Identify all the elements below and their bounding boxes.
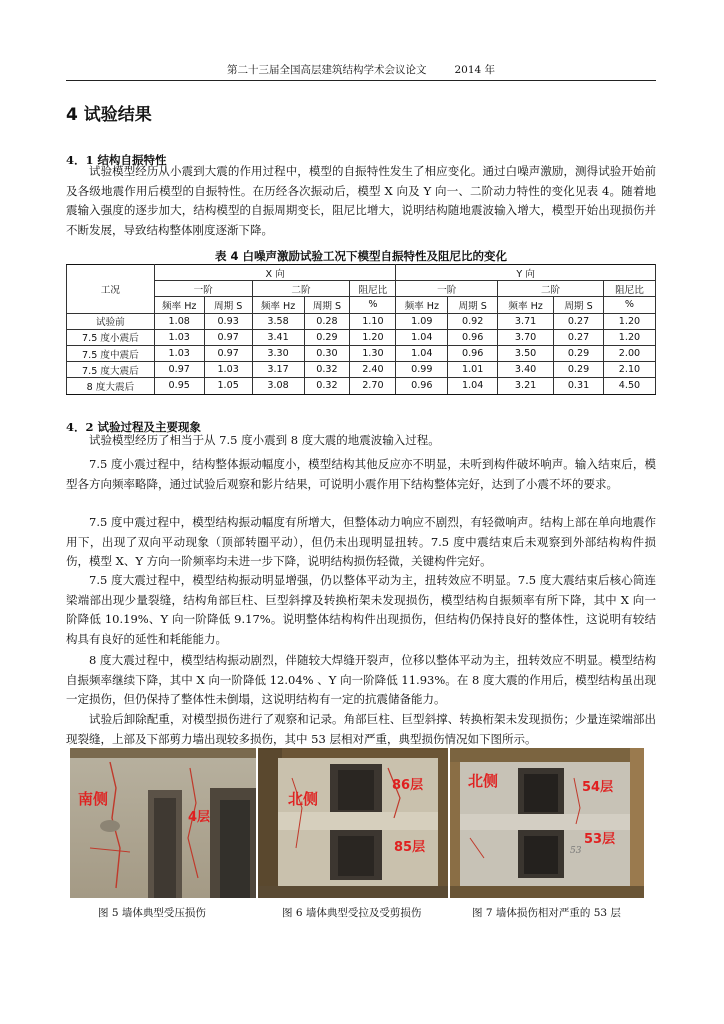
section-title: 4 试验结果 [66,105,152,125]
damage-photo-strip [70,748,644,898]
photo-1-label-side: 南侧 [78,790,109,808]
col-freq: 频率 Hz [154,297,204,313]
paragraph-vibration: 试验模型经历从小震到大震的作用过程中，模型的自振特性发生了相应变化。通过白噪声激励，测得试验开始前及各级地震作用后模型的自振特性。在历经各次振动后，模型 X 向及 Y 向一、二阶动力特性的变化见表 4。随着地震输入强度的逐步加大，结构模型的自振周期变长，阻尼比增大，说明结构随地震波输入增大，模型开始出现损伤并不断发展，导致结构整体刚度逐渐下降。 [66,164,656,237]
subsection-title-1: 4．1 结构自振特性 [66,153,167,167]
value-cell: 1.09 [396,313,448,329]
value-cell: 2.40 [350,362,396,378]
value-cell: 3.17 [252,362,304,378]
value-cell: 1.05 [204,378,252,394]
photo-3-scrawl: 53 [570,846,582,856]
value-cell: 1.03 [204,362,252,378]
paragraph-process-5: 8 度大震过程中，模型结构振动剧烈，伴随较大焊缝开裂声，位移以整体平动为主，扭转效应不明显。模型结构自振频率继续下降，其中 X 向一阶降低 12.04% 、Y 向一阶降低 11.93%。在 8 度大震的作用后，模型结构虽出现一定损伤，但仍保持了整体性未倒塌，这说明结构有一定的抗震储备能力。 [66,653,656,707]
value-cell: 1.20 [603,329,655,345]
value-cell: 0.29 [554,345,604,361]
photo-2-label-floor-top: 86层 [392,778,424,793]
value-cell: 1.03 [154,329,204,345]
value-cell: 3.50 [498,345,554,361]
x-mode2-header: 二阶 [252,281,350,297]
value-cell: 0.96 [448,345,498,361]
value-cell: 0.99 [396,362,448,378]
table-row [67,378,656,394]
value-cell: 1.04 [396,329,448,345]
value-cell: 3.30 [252,345,304,361]
value-cell: 0.27 [554,329,604,345]
value-cell: 0.92 [448,313,498,329]
case-cell: 8 度大震后 [67,378,155,394]
value-cell: 1.20 [603,313,655,329]
paragraph-process-6: 试验后卸除配重，对模型损伤进行了观察和记录。角部巨柱、巨型斜撑、转换桁架未发现损伤；少量连梁端部出现裂缝，上部及下部剪力墙出现较多损伤，其中 53 层相对严重，典型损伤情况如下图所示。 [66,712,656,746]
y-damping-header: 阻尼比 [603,281,655,297]
photo-2-image [258,748,448,898]
value-cell: 1.10 [350,313,396,329]
case-cell: 7.5 度大震后 [67,362,155,378]
case-cell: 7.5 度中震后 [67,345,155,361]
value-cell: 0.32 [304,378,350,394]
value-cell: 0.96 [448,329,498,345]
value-cell: 0.97 [204,329,252,345]
case-cell: 7.5 度小震后 [67,329,155,345]
value-cell: 3.58 [252,313,304,329]
photo-3-label-floor-bottom: 53层 [584,832,616,847]
value-cell: 1.01 [448,362,498,378]
col-freq: 频率 Hz [252,297,304,313]
value-cell: 1.20 [350,329,396,345]
photo-wall-compression [70,748,256,898]
value-cell: 3.21 [498,378,554,394]
value-cell: 3.08 [252,378,304,394]
photo-wall-tension-shear [258,748,448,898]
value-cell: 0.27 [554,313,604,329]
dynamic-properties-table [66,264,656,395]
table-row [67,329,656,345]
running-header [66,62,656,81]
photo-2-label-side: 北侧 [288,790,319,808]
value-cell: 0.97 [204,345,252,361]
col-pct: % [603,297,655,313]
value-cell: 1.04 [448,378,498,394]
value-cell: 1.04 [396,345,448,361]
value-cell: 2.70 [350,378,396,394]
col-period: 周期 S [304,297,350,313]
value-cell: 2.10 [603,362,655,378]
subsection-title-2: 4．2 试验过程及主要现象 [66,420,202,434]
col-freq: 频率 Hz [396,297,448,313]
x-mode1-header: 一阶 [154,281,252,297]
table-caption: 表 4 白噪声激励试验工况下模型自振特性及阻尼比的变化 [214,249,507,263]
value-cell: 1.08 [154,313,204,329]
header-year: 2014 年 [454,64,496,76]
photo-1-image [70,748,256,898]
value-cell: 0.96 [396,378,448,394]
table-row [67,362,656,378]
col-period: 周期 S [448,297,498,313]
x-damping-header: 阻尼比 [350,281,396,297]
table-row [67,313,656,329]
case-header: 工况 [67,265,155,314]
paragraph-process-4: 7.5 度大震过程中，模型结构振动明显增强，仍以整体平动为主，扭转效应不明显。7.5 度大震结束后核心筒连梁端部出现少量裂缝，结构角部巨柱、巨型斜撑及转换桁架未发现损伤，模型结构自振频率有所下降，其中 X 向一阶降低 10.19%、Y 向一阶降低 9.17%。说明整体结构构件出现损伤，但结构仍保持良好的整体性，这说明有较结构具有良好的延性和耗能能力。 [66,573,656,646]
photo-wall-floor-53 [450,748,644,898]
value-cell: 0.30 [304,345,350,361]
value-cell: 0.93 [204,313,252,329]
col-period: 周期 S [204,297,252,313]
col-freq: 频率 Hz [498,297,554,313]
figure-7-caption: 图 7 墙体损伤相对严重的 53 层 [472,907,621,919]
photo-1-label-floor: 4层 [188,810,211,825]
y-direction-header: Y 向 [396,265,656,281]
value-cell: 0.32 [304,362,350,378]
col-pct: % [350,297,396,313]
value-cell: 1.30 [350,345,396,361]
value-cell: 0.29 [554,362,604,378]
value-cell: 0.97 [154,362,204,378]
value-cell: 4.50 [603,378,655,394]
table-row [67,345,656,361]
value-cell: 3.41 [252,329,304,345]
photo-2-label-floor-bottom: 85层 [394,840,426,855]
value-cell: 0.31 [554,378,604,394]
value-cell: 3.70 [498,329,554,345]
value-cell: 0.95 [154,378,204,394]
header-conference: 第二十三届全国高层建筑结构学术会议论文 [226,64,427,76]
col-period: 周期 S [554,297,604,313]
figure-6-caption: 图 6 墙体典型受拉及受剪损伤 [282,907,422,919]
paragraph-process-1: 试验模型经历了相当于从 7.5 度小震到 8 度大震的地震波输入过程。 [89,433,440,447]
paragraph-process-3: 7.5 度中震过程中，模型结构振动幅度有所增大，但整体动力响应不剧烈，有轻微响声。结构上部在单向地震作用下，出现了双向平动现象（顶部转圈平动），但仍未出现明显扭转。7.5 度中震结束后未观察到外部结构构件损伤，模型 X、Y 方向一阶频率均未进一步下降，说明结构损伤轻微，关键构件完好。 [66,515,656,569]
value-cell: 0.29 [304,329,350,345]
photo-3-label-side: 北侧 [468,772,499,790]
x-direction-header: X 向 [154,265,396,281]
value-cell: 3.40 [498,362,554,378]
value-cell: 3.71 [498,313,554,329]
paragraph-process-2: 7.5 度小震过程中，结构整体振动幅度小，模型结构其他反应亦不明显，未听到构件破坏响声。输入结束后，模型各方向频率略降，通过试验后观察和影片结果，可说明小震作用下结构整体完好，达到了小震不坏的要求。 [66,457,656,491]
value-cell: 2.00 [603,345,655,361]
photo-3-label-floor-top: 54层 [582,780,614,795]
y-mode1-header: 一阶 [396,281,498,297]
case-cell: 试验前 [67,313,155,329]
y-mode2-header: 二阶 [498,281,604,297]
value-cell: 0.28 [304,313,350,329]
figure-5-caption: 图 5 墙体典型受压损伤 [98,907,206,919]
value-cell: 1.03 [154,345,204,361]
